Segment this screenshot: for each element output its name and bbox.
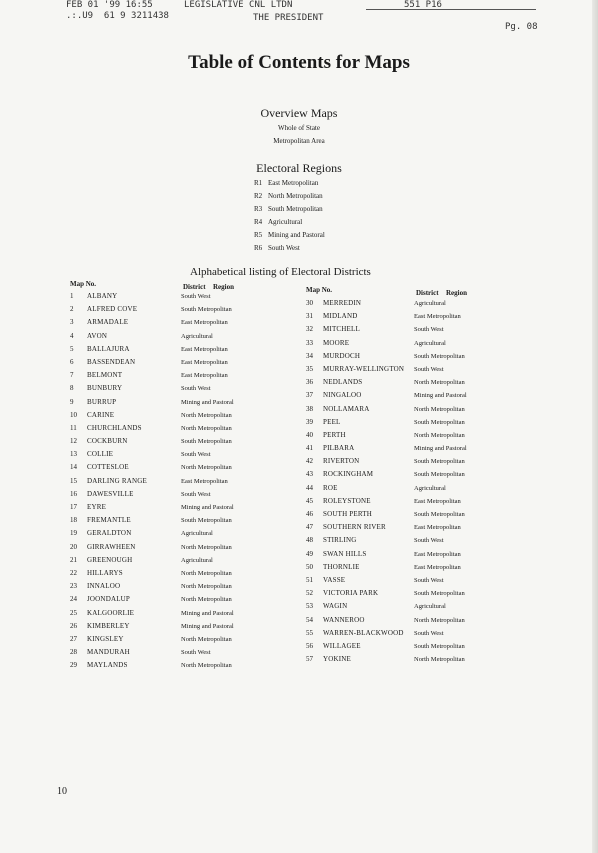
district-row <box>306 468 586 481</box>
district-region: East Metropolitan <box>414 497 461 505</box>
district-name: SOUTHERN RIVER <box>323 523 386 532</box>
district-name: WILLAGEE <box>323 641 361 650</box>
district-name: AVON <box>87 331 108 340</box>
district-name: ROLEYSTONE <box>323 496 371 505</box>
district-row <box>306 442 586 455</box>
district-map-no: 15 <box>70 476 77 485</box>
district-row <box>70 488 270 501</box>
district-region: Agricultural <box>414 300 446 307</box>
district-row <box>70 527 270 540</box>
district-region: North Metropolitan <box>181 464 232 472</box>
district-map-no: 28 <box>70 648 77 657</box>
district-map-no: 53 <box>306 602 313 611</box>
district-row <box>306 534 586 547</box>
district-name: WAGIN <box>323 602 348 611</box>
district-map-no: 34 <box>306 351 313 360</box>
district-row <box>306 297 586 310</box>
district-row <box>70 607 270 620</box>
district-map-no: 25 <box>70 608 77 617</box>
district-region: East Metropolitan <box>414 563 461 571</box>
district-map-no: 55 <box>306 628 313 637</box>
district-map-no: 26 <box>70 621 77 630</box>
col-header-map-no: Map No. <box>70 280 97 288</box>
district-map-no: 23 <box>70 582 77 591</box>
district-region: South Metropolitan <box>414 352 465 360</box>
district-map-no: 31 <box>306 312 313 321</box>
districts-list-right <box>306 297 586 666</box>
district-row <box>306 376 586 389</box>
district-row <box>306 640 586 653</box>
district-row <box>70 593 270 606</box>
district-map-no: 18 <box>70 516 77 525</box>
district-row <box>306 363 586 376</box>
col-header-district: District <box>183 283 206 291</box>
district-map-no: 21 <box>70 555 77 564</box>
region-item <box>254 216 325 229</box>
district-name: RIVERTON <box>323 457 360 466</box>
district-row <box>70 422 270 435</box>
district-map-no: 35 <box>306 364 313 373</box>
district-name: EYRE <box>87 503 107 511</box>
district-map-no: 20 <box>70 542 77 551</box>
district-region: North Metropolitan <box>181 411 232 419</box>
region-code: R1 <box>254 179 263 187</box>
regions-list <box>254 177 325 255</box>
district-map-no: 48 <box>306 536 313 545</box>
district-map-no: 37 <box>306 391 313 400</box>
district-row <box>306 548 586 561</box>
district-name: GERALDTON <box>87 529 132 538</box>
district-name: CARINE <box>87 410 115 419</box>
region-code: R5 <box>254 231 263 239</box>
district-row <box>70 396 270 409</box>
district-map-no: 51 <box>306 575 313 584</box>
district-name: INNALOO <box>87 582 121 591</box>
district-name: ROE <box>323 483 338 492</box>
fax-date: FEB 01 '99 16:55 <box>66 0 153 10</box>
fax-rule <box>366 9 536 10</box>
district-name: BASSENDEAN <box>87 357 136 366</box>
district-region: East Metropolitan <box>181 358 228 366</box>
district-map-no: 45 <box>306 496 313 505</box>
district-map-no: 11 <box>70 423 77 432</box>
district-row <box>70 409 270 422</box>
district-name: BALLAJURA <box>87 344 130 353</box>
district-row <box>70 343 270 356</box>
district-region: North Metropolitan <box>181 569 232 577</box>
district-region: Mining and Pastoral <box>181 609 234 617</box>
district-map-no: 39 <box>306 417 313 426</box>
district-name: BUNBURY <box>87 384 123 393</box>
district-row <box>306 310 586 323</box>
district-region: South West <box>181 293 211 300</box>
district-row <box>306 323 586 336</box>
district-region: South West <box>414 537 444 545</box>
district-row <box>306 587 586 600</box>
district-map-no: 56 <box>306 641 313 650</box>
district-name: ROCKINGHAM <box>323 470 374 479</box>
district-row <box>306 561 586 574</box>
col-header-map-no: Map No. <box>306 286 333 294</box>
district-name: KALGOORLIE <box>87 608 135 617</box>
district-map-no: 43 <box>306 470 313 479</box>
district-map-no: 9 <box>70 397 74 406</box>
district-name: SOUTH PERTH <box>323 510 373 518</box>
district-name: DARLING RANGE <box>87 476 147 485</box>
district-name: MIDLAND <box>323 312 358 321</box>
region-name: South Metropolitan <box>268 205 323 213</box>
district-region: South West <box>181 451 211 459</box>
district-row <box>306 429 586 442</box>
district-name: MOORE <box>323 338 350 347</box>
region-item <box>254 229 325 242</box>
district-region: North Metropolitan <box>181 635 232 643</box>
district-row <box>70 541 270 554</box>
district-region: Mining and Pastoral <box>181 622 234 630</box>
district-map-no: 3 <box>70 318 74 327</box>
district-name: PILBARA <box>323 444 355 453</box>
district-name: GREENOUGH <box>87 555 133 564</box>
district-row <box>306 416 586 429</box>
district-map-no: 27 <box>70 634 77 643</box>
district-row <box>306 653 586 666</box>
district-row <box>70 620 270 633</box>
district-row <box>70 382 270 395</box>
district-region: Agricultural <box>414 603 446 611</box>
district-map-no: 10 <box>70 410 77 419</box>
district-row <box>70 369 270 382</box>
col-header-district: District <box>416 289 439 297</box>
district-map-no: 16 <box>70 489 77 498</box>
region-code: R4 <box>254 218 263 226</box>
district-region: South West <box>181 490 211 498</box>
district-name: MITCHELL <box>323 325 360 334</box>
district-row <box>306 389 586 402</box>
districts-heading: Alphabetical listing of Electoral Districts <box>190 266 371 278</box>
district-row <box>70 356 270 369</box>
district-region: South Metropolitan <box>414 642 465 650</box>
district-map-no: 14 <box>70 463 77 472</box>
district-region: South Metropolitan <box>414 418 465 426</box>
page-edge-shadow <box>592 0 598 853</box>
district-region: East Metropolitan <box>414 524 461 532</box>
district-region: East Metropolitan <box>181 372 228 380</box>
region-name: Agricultural <box>268 218 303 226</box>
district-map-no: 44 <box>306 483 313 492</box>
district-name: NEDLANDS <box>323 378 363 387</box>
district-name: COCKBURN <box>87 437 128 446</box>
district-name: BURRUP <box>87 397 117 406</box>
district-row <box>306 482 586 495</box>
district-name: MAYLANDS <box>87 661 128 670</box>
district-map-no: 30 <box>306 299 313 307</box>
district-map-no: 52 <box>306 589 313 598</box>
district-region: South West <box>414 326 444 334</box>
district-region: North Metropolitan <box>181 424 232 432</box>
page-title: Table of Contents for Maps <box>188 52 410 73</box>
district-name: JOONDALUP <box>87 595 131 604</box>
district-region: Mining and Pastoral <box>181 398 234 406</box>
district-row <box>306 521 586 534</box>
district-map-no: 6 <box>70 357 74 366</box>
district-row <box>70 435 270 448</box>
district-name: WANNEROO <box>323 615 365 624</box>
district-row <box>70 448 270 461</box>
district-map-no: 8 <box>70 384 74 393</box>
district-row <box>70 461 270 474</box>
district-region: North Metropolitan <box>181 583 232 591</box>
district-map-no: 12 <box>70 437 77 446</box>
district-region: East Metropolitan <box>414 550 461 558</box>
district-name: MANDURAH <box>87 648 130 657</box>
col-header-region: Region <box>213 283 234 291</box>
district-row <box>306 574 586 587</box>
district-row <box>70 475 270 488</box>
district-row <box>306 627 586 640</box>
district-map-no: 17 <box>70 503 77 511</box>
page-number: 10 <box>57 786 67 797</box>
district-row <box>70 514 270 527</box>
district-region: North Metropolitan <box>414 379 465 387</box>
region-name: Mining and Pastoral <box>268 231 325 239</box>
district-map-no: 29 <box>70 661 77 670</box>
district-region: East Metropolitan <box>181 319 228 327</box>
district-row <box>70 646 270 659</box>
district-name: DAWESVILLE <box>87 489 134 498</box>
district-map-no: 57 <box>306 655 313 664</box>
district-region: East Metropolitan <box>181 477 228 485</box>
district-region: South West <box>181 385 211 393</box>
region-code: R6 <box>254 244 263 252</box>
district-region: East Metropolitan <box>414 313 461 321</box>
district-row <box>306 600 586 613</box>
district-name: PERTH <box>323 430 346 439</box>
district-region: Agricultural <box>181 332 213 340</box>
district-map-no: 33 <box>306 338 313 347</box>
district-region: Agricultural <box>181 556 213 564</box>
district-map-no: 47 <box>306 523 313 532</box>
district-row <box>70 633 270 646</box>
district-region: South Metropolitan <box>414 511 465 518</box>
district-map-no: 7 <box>70 371 74 380</box>
fax-page-label: Pg. 08 <box>505 22 538 32</box>
district-map-no: 13 <box>70 450 77 459</box>
district-name: YOKINE <box>323 655 352 664</box>
district-region: Agricultural <box>414 484 446 492</box>
district-name: NOLLAMARA <box>323 404 370 413</box>
district-region: South West <box>414 576 444 584</box>
district-map-no: 49 <box>306 549 313 558</box>
district-name: COLLIE <box>87 450 114 459</box>
district-region: South Metropolitan <box>414 590 465 598</box>
district-region: South Metropolitan <box>181 306 232 314</box>
district-map-no: 54 <box>306 615 313 624</box>
district-map-no: 36 <box>306 378 313 387</box>
district-row <box>70 659 270 672</box>
overview-heading: Overview Maps <box>260 106 338 120</box>
overview-item: Whole of State <box>278 124 320 132</box>
district-region: South Metropolitan <box>181 438 232 446</box>
fax-page-ref: 551 P16 <box>404 0 442 10</box>
district-region: South West <box>181 649 211 657</box>
district-region: South Metropolitan <box>414 458 465 466</box>
district-region: Agricultural <box>414 339 446 347</box>
district-row <box>306 337 586 350</box>
district-region: North Metropolitan <box>414 656 465 664</box>
district-name: CHURCHLANDS <box>87 423 142 432</box>
district-region: North Metropolitan <box>414 405 465 413</box>
district-row <box>70 316 270 329</box>
districts-list-left <box>70 290 270 672</box>
region-item <box>254 242 325 255</box>
district-name: KIMBERLEY <box>87 621 130 630</box>
district-row <box>306 350 586 363</box>
region-item <box>254 177 325 190</box>
district-name: KINGSLEY <box>87 634 124 643</box>
district-region: North Metropolitan <box>181 596 232 604</box>
district-row <box>70 303 270 316</box>
district-name: GIRRAWHEEN <box>87 542 136 551</box>
district-row <box>70 290 270 303</box>
district-row <box>70 501 270 514</box>
district-map-no: 42 <box>306 457 313 466</box>
region-code: R2 <box>254 192 263 200</box>
district-map-no: 4 <box>70 331 74 340</box>
district-name: HILLARYS <box>87 568 123 577</box>
district-map-no: 22 <box>70 568 77 577</box>
fax-recipient: THE PRESIDENT <box>253 13 324 23</box>
region-name: South West <box>268 244 300 252</box>
district-name: ALFRED COVE <box>87 305 138 314</box>
district-name: THORNLIE <box>323 562 360 571</box>
district-name: BELMONT <box>87 371 123 380</box>
district-name: VICTORIA PARK <box>323 589 379 598</box>
district-row <box>306 495 586 508</box>
district-name: VASSE <box>323 575 346 584</box>
district-row <box>306 403 586 416</box>
district-name: FREMANTLE <box>87 516 131 525</box>
district-map-no: 19 <box>70 529 77 538</box>
district-region: Agricultural <box>181 530 213 538</box>
district-name: MURRAY-WELLINGTON <box>323 364 405 373</box>
district-map-no: 32 <box>306 325 313 334</box>
district-name: ARMADALE <box>87 318 129 327</box>
col-header-region: Region <box>446 289 467 297</box>
district-map-no: 24 <box>70 595 77 604</box>
district-region: Mining and Pastoral <box>414 445 467 453</box>
district-row <box>70 567 270 580</box>
district-map-no: 46 <box>306 510 313 518</box>
district-name: WARREN-BLACKWOOD <box>323 628 404 637</box>
district-row <box>70 554 270 567</box>
district-region: Mining and Pastoral <box>414 392 467 400</box>
district-row <box>306 508 586 521</box>
district-region: South Metropolitan <box>414 471 465 479</box>
district-name: PEEL <box>323 417 341 426</box>
region-name: North Metropolitan <box>268 192 323 200</box>
district-map-no: 38 <box>306 404 313 413</box>
district-region: North Metropolitan <box>414 431 465 439</box>
district-row <box>70 580 270 593</box>
district-name: COTTESLOE <box>87 463 129 472</box>
region-item <box>254 190 325 203</box>
district-region: East Metropolitan <box>181 345 228 353</box>
district-name: MERREDIN <box>323 299 362 307</box>
district-name: SWAN HILLS <box>323 549 367 558</box>
district-name: ALBANY <box>87 292 118 300</box>
district-region: South West <box>414 365 444 373</box>
fax-sender: LEGISLATIVE CNL LTDN <box>184 0 293 10</box>
district-map-no: 1 <box>70 292 74 300</box>
region-name: East Metropolitan <box>268 179 319 187</box>
district-region: South West <box>414 629 444 637</box>
district-name: STIRLING <box>323 536 357 545</box>
region-item <box>254 203 325 216</box>
district-name: MURDOCH <box>323 351 361 360</box>
district-region: North Metropolitan <box>414 616 465 624</box>
district-region: North Metropolitan <box>181 543 232 551</box>
district-row <box>70 330 270 343</box>
district-map-no: 2 <box>70 305 74 314</box>
region-code: R3 <box>254 205 263 213</box>
regions-heading: Electoral Regions <box>256 161 342 175</box>
district-row <box>306 614 586 627</box>
district-map-no: 5 <box>70 344 74 353</box>
district-row <box>306 455 586 468</box>
district-map-no: 41 <box>306 444 313 453</box>
overview-item: Metropolitan Area <box>273 137 325 145</box>
district-map-no: 40 <box>306 430 313 439</box>
district-name: NINGALOO <box>323 391 362 400</box>
district-region: Mining and Pastoral <box>181 504 234 511</box>
district-region: South Metropolitan <box>181 517 232 525</box>
fax-number: .:.U9 61 9 3211438 <box>66 11 169 21</box>
district-region: North Metropolitan <box>181 662 232 670</box>
district-map-no: 50 <box>306 562 313 571</box>
